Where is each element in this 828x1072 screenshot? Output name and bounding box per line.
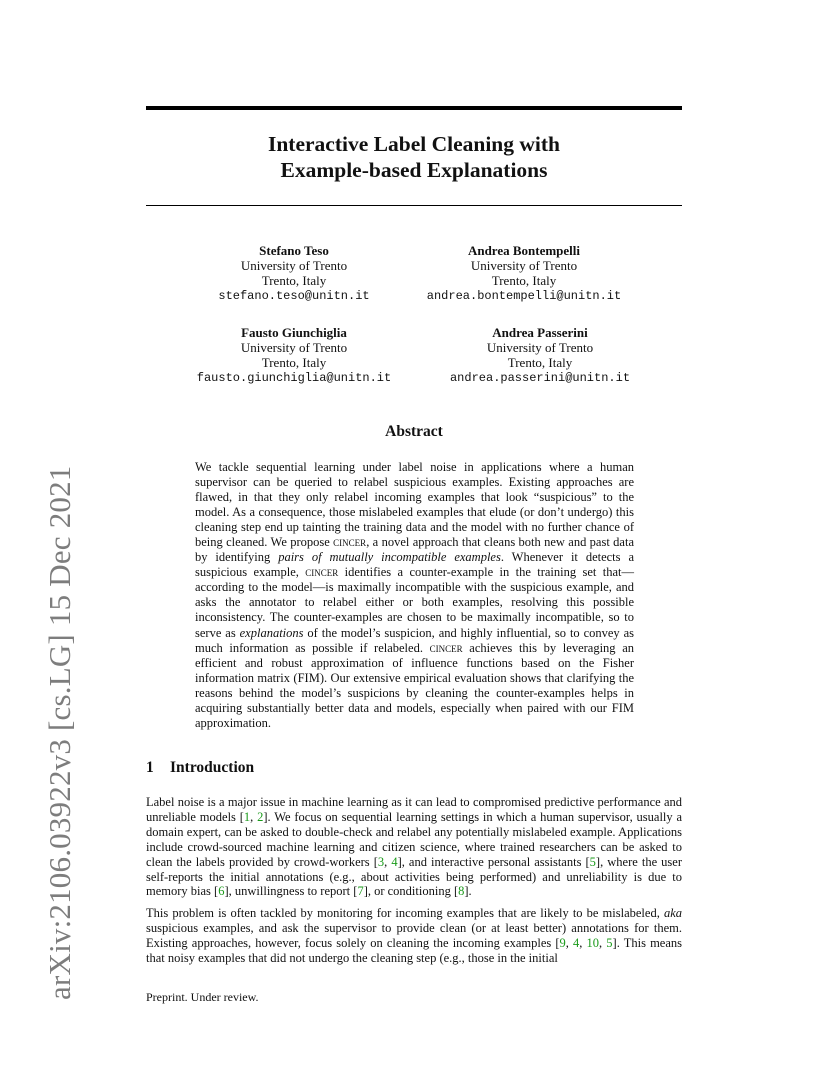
section-heading (146, 759, 254, 777)
abstract-text: , a novel approach that cleans both new and past data by identifying (195, 535, 634, 565)
author-block (384, 243, 664, 304)
citation-link[interactable]: 3 (377, 854, 385, 869)
method-name: cincer (333, 535, 367, 550)
citation-link[interactable]: 6 (218, 884, 225, 899)
author-location: Trento, Italy (261, 273, 327, 289)
citation-link[interactable]: 4 (573, 935, 580, 950)
author-email[interactable]: fausto.giunchiglia@unitn.it (196, 370, 392, 385)
citation-link[interactable]: 10 (586, 935, 600, 950)
body-text: ]. We focus on sequential learning settings in which a human supervisor, usually a domain expert, can be asked to double-check and relabel any potentially mislabeled example. Applications include crowd-sourced machine learning and citizen science, where trained researchers can be asked to clean the labels provided by crowd-workers [ (146, 809, 683, 869)
body-text: ], and interactive personal assistants [ (397, 854, 590, 869)
author-affiliation: University of Trento (240, 340, 348, 356)
author-name: Andrea Passerini (492, 325, 588, 340)
body-text: ], where the user self-reports the initial annotations (e.g., about activities being performed) and unreliability is due to memory bias [ (146, 854, 683, 899)
author-location: Trento, Italy (261, 355, 327, 371)
section-title: Introduction (170, 759, 255, 776)
body-text: This problem is often tackled by monitoring for incoming examples that are likely to be mislabeled, (146, 906, 664, 920)
author-location: Trento, Italy (507, 355, 573, 371)
citation-link[interactable]: 9 (559, 935, 566, 950)
abstract-text: identifies a counter-example in the training set that—according to the model—is maximally incompatible with the suspicious example, and asks the annotator to relabel either or both examples, resolving this possible inconsistency. The counter-examples are chosen to be maximally incompatible, so to serve as (195, 565, 634, 640)
body-text: , (599, 935, 607, 950)
body-text: , (565, 935, 574, 950)
body-emphasis: aka (663, 906, 682, 920)
abstract-text: . Whenever it detects a suspicious example, (195, 550, 634, 580)
author-name: Fausto Giunchiglia (241, 325, 347, 340)
title-rule-bottom (146, 205, 682, 206)
citation-link[interactable]: 4 (391, 854, 398, 869)
body-text: , (579, 935, 587, 950)
paper-title (146, 131, 682, 183)
author-location: Trento, Italy (491, 273, 557, 289)
abstract-body (195, 460, 634, 731)
body-text: ]. (464, 884, 472, 899)
intro-paragraph-1 (146, 795, 682, 899)
intro-paragraph-2 (146, 906, 682, 966)
author-affiliation: University of Trento (470, 258, 578, 274)
author-email[interactable]: stefano.teso@unitn.it (218, 288, 370, 303)
author-affiliation: University of Trento (486, 340, 594, 356)
body-text: Label noise is a major issue in machine learning as it can lead to compromised predictive performance and unreliable models [ (146, 795, 682, 824)
citation-link[interactable]: 1 (243, 809, 251, 824)
author-email[interactable]: andrea.bontempelli@unitn.it (426, 288, 622, 303)
author-affiliation: University of Trento (240, 258, 348, 274)
section-number: 1 (146, 759, 154, 776)
author-block (154, 325, 434, 386)
page-footer: Preprint. Under review. (146, 990, 259, 1004)
author-email[interactable]: andrea.passerini@unitn.it (449, 370, 631, 385)
title-rule-top (146, 106, 682, 110)
abstract-emphasis: pairs of mutually incompatible examples (278, 550, 501, 565)
arxiv-stamp: arXiv:2106.03922v3 [cs.LG] 15 Dec 2021 (42, 465, 77, 1000)
method-name: cincer (429, 640, 463, 655)
citation-link[interactable]: 5 (606, 935, 613, 950)
author-name: Stefano Teso (259, 243, 329, 258)
citation-link[interactable]: 7 (357, 884, 364, 899)
title-line-2: Example-based Explanations (280, 158, 548, 182)
title-line-1: Interactive Label Cleaning with (267, 132, 561, 156)
body-text: suspicious examples, and ask the supervisor to provide clean (or at least better) annotations for them. Existing approaches, however, focus solely on cleaning the incoming examples [ (146, 920, 682, 950)
abstract-emphasis: explanations (239, 625, 304, 640)
abstract-text: We tackle sequential learning under label noise in applications where a human supervisor can be queried to relabel suspicious examples. Existing approaches are flawed, in that they only relabel incoming examples that look “suspicious” to the model. As a consequence, those mislabeled examples that elude (or don’t undergo) this cleaning step end up tainting the training data and the model with no further chance of being cleaned. We propose (195, 460, 634, 550)
method-name: cincer (305, 565, 339, 580)
abstract-text: achieves this by leveraging an efficient and robust approximation of influence functions based on the Fisher information matrix (FIM). Our extensive empirical evaluation shows that clarifying the reasons behind the model’s suspicions by cleaning the counter-examples helps in acquiring substantially better data and models, especially when paired with our FIM approximation. (195, 640, 634, 730)
citation-link[interactable]: 2 (257, 809, 264, 824)
author-name: Andrea Bontempelli (467, 243, 581, 258)
citation-link[interactable]: 8 (458, 884, 465, 899)
abstract-heading: Abstract (385, 423, 443, 440)
body-text: ], or conditioning [ (363, 884, 459, 899)
body-text: , (384, 854, 392, 869)
author-block (400, 325, 680, 386)
citation-link[interactable]: 5 (589, 854, 596, 869)
body-text: ]. This means that noisy examples that did not undergo the cleaning step (e.g., those in the initial (146, 935, 683, 965)
abstract-text: of the model’s suspicion, and highly influential, so to convey as much information as possible if relabeled. (195, 625, 635, 655)
body-text: ], unwillingness to report [ (224, 884, 358, 899)
body-text: , (250, 809, 258, 824)
